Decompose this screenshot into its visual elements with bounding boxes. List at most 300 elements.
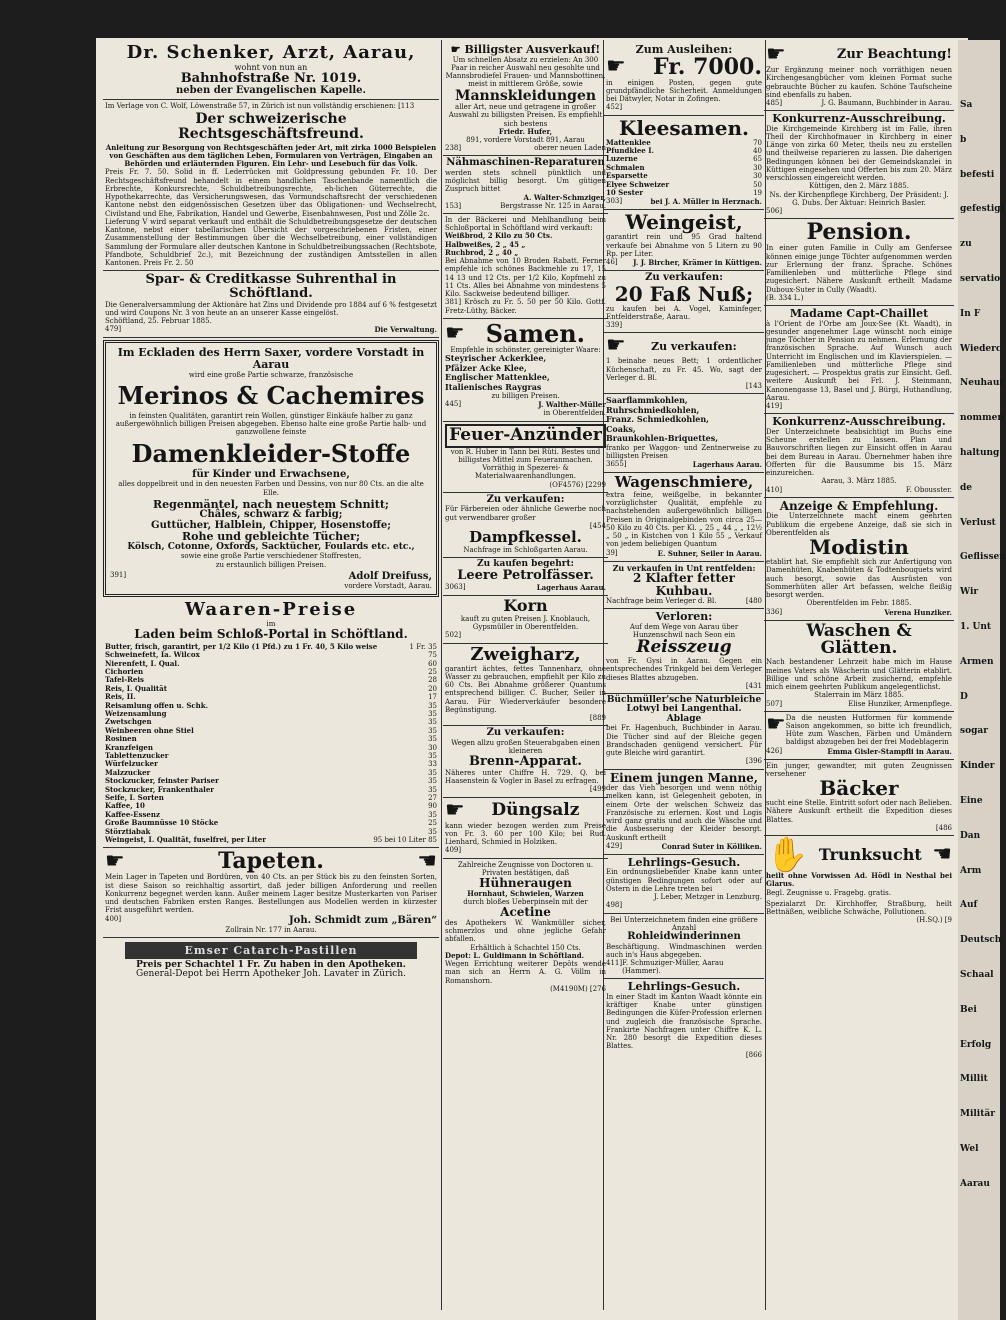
ad-address: vordere Vorstadt, Aarau. — [344, 581, 432, 590]
strip-text: In F — [960, 308, 981, 319]
ad-title: Weingeist, — [625, 210, 743, 235]
ad-bett — [604, 333, 764, 394]
list-item: Braunkohlen-Briquettes, — [606, 433, 719, 444]
ad-signature: Elise Hunziker, Armenpflege. — [848, 699, 952, 708]
ad-title: Madame Capt-Chaillet — [789, 307, 929, 321]
ad-signature: J. G. Baumann, Buchbinder in Aarau. — [821, 99, 952, 107]
ad-text: Wegen allzu großen Steuerabgaben einen kleineren — [451, 738, 600, 756]
ad-title: Verloren: — [655, 610, 713, 624]
ad-signature: F. Schmuziger-Müller, Aarau (Hammer). — [622, 959, 724, 976]
ad-headline: Mannskleidungen — [454, 87, 597, 104]
pointing-hand-icon: ☛ — [606, 333, 626, 359]
ad-text: Der Unterzeichnete beabsichtigt im Buchs eine Scheune erstellen zu lassen. Plan und Bauvorschriften liegen zur Einsicht offen in Aarau bei dem Bureau in Aarau. Übernehmer haben ihre Offerten für die Bausumme bis 15. März einzureichen. — [766, 427, 952, 478]
ad-text: für Kinder und Erwachsene, — [192, 468, 350, 480]
ad-text: zu erstaunlich billigen Preisen. — [215, 560, 327, 569]
ad-headline: Dampfkessel. — [469, 528, 582, 547]
strip-text: Wiederc — [960, 343, 1002, 354]
ad-text: Guttücher, Halblein, Chipper, Hosenstoffe; — [151, 519, 391, 531]
ad-number: 3063] — [445, 583, 466, 592]
list-item: Steyrischer Ackerklee, — [445, 353, 547, 364]
ad-number: [480 — [745, 597, 762, 606]
ad-title: Waaren-Preise — [184, 599, 358, 621]
strip-text: Neuhauf — [960, 378, 1004, 389]
strip-text: Arm — [960, 865, 982, 876]
price-row — [105, 660, 437, 668]
ad-naehmaschinen — [443, 156, 608, 214]
strip-text: Militär — [960, 1109, 995, 1120]
ad-petrolfaesser — [443, 558, 608, 596]
item-name: Seife, I. Sorten — [105, 792, 164, 802]
ad-signature: F. Obousster. — [905, 485, 952, 494]
ad-number: 391] — [110, 570, 127, 579]
ad-text: Bei Abnahme von 10 Broden Rabatt. Ferner empfehle ich schönes Backmehle zu 17, 15 14 13 und 12 Cts. per 1/2 Kilo, Kopfmehl zu 11 Cts. Alles bei Abnahme von mindestens 5 Kilo. Sackweise bedeutend billiger. — [445, 257, 606, 299]
ad-signature: J. Walther-Müller — [538, 400, 606, 410]
ad-title: Zu kaufen begehrt: — [477, 559, 574, 570]
ad-signature: bei J. A. Müller in Herznach. — [650, 197, 762, 207]
ad-weingeist — [604, 210, 764, 271]
strip-text: Sa — [960, 100, 973, 110]
ad-junger-mann — [604, 770, 764, 855]
ad-title: Samen. — [485, 318, 586, 348]
list-item: Pfälzer Acke Klee, — [445, 362, 527, 373]
item-price: 30 — [428, 743, 437, 752]
item-price: 95 bei 10 Liter 85 — [373, 835, 437, 844]
ad-text: werden stets schnell pünktlich und möglichst billig besorgt. Um gütigen Zuspruch bittet — [445, 168, 606, 194]
ad-huehneraugen — [443, 859, 608, 996]
ad-waschen — [764, 621, 954, 712]
ad-text: Depot: L. Guldimann in Schöftland. — [445, 950, 585, 960]
item-name: Weizensamlung — [105, 709, 167, 719]
ad-title: Lehrlings-Gesuch. — [627, 980, 741, 994]
item-price: 70 — [753, 138, 762, 147]
column-3 — [604, 42, 764, 1062]
ad-title: Konkurrenz-Ausschreibung. — [772, 415, 946, 429]
price-row — [105, 819, 437, 827]
ad-signature: Joh. Schmidt zum „Bären“ — [288, 914, 437, 926]
ad-text: Preis per Schachtel 1 Fr. Zu haben in den Apotheken. — [136, 959, 406, 970]
item-price: 40 — [753, 147, 762, 156]
pointing-hand-icon: ☛ — [445, 320, 465, 346]
ad-title: Zweigharz, — [470, 643, 581, 665]
ad-text: alles doppelbreit und in den neuesten Farben und Dessins, von nur 80 Cts. an die alte Elle. — [118, 480, 424, 497]
item-price: 17 — [428, 693, 437, 702]
ad-brenn-apparat — [443, 726, 608, 797]
ad-title: Spar- & Creditkasse Suhrenthal in Schöftland. — [145, 272, 397, 302]
ad-address: in Oberentfelden. — [543, 409, 606, 418]
pointing-hand-icon: ☛ — [606, 54, 626, 80]
ad-address: Bahnhofstraße Nr. 1019. — [180, 70, 362, 86]
ad-text: Zur Ergänzung meiner noch vorräthigen neuen Kirchengesangbücher vom kleinen Format suche gebrauchte Bücher zu kaufen. Schöne Taufscheine sind ebenfalls zu haben. — [766, 66, 952, 99]
ad-place: Oberentfelden im Febr. 1885. — [806, 599, 912, 608]
price-list — [606, 139, 762, 198]
ad-title: Trunksucht — [818, 844, 922, 864]
ad-hutformen — [764, 712, 954, 760]
ad-text: sucht eine Stelle. Eintritt sofort oder nach Belieben. Nähere Auskunft ertheilt die Expedition dieses Blattes. — [766, 799, 952, 824]
ad-title: Emser Catarch-Pastillen — [125, 942, 417, 959]
item-price: 35 — [428, 768, 437, 777]
ad-merinos — [103, 340, 439, 597]
ad-address: oberer neuen Laden — [534, 144, 606, 153]
ad-headline: 2 Klafter fetter Kuhbau. — [633, 570, 735, 598]
ad-dampfkessel — [443, 493, 608, 558]
ad-konkurrenz-2 — [764, 414, 954, 497]
pointing-hand-icon: ☛ — [445, 797, 465, 823]
strip-text: gefestigt — [960, 204, 1005, 215]
price-row — [105, 710, 437, 718]
ad-subtitle: Ablage — [666, 713, 702, 724]
ad-title: Rohleidwinderinnen — [627, 931, 741, 943]
ad-text: wohnt von nun an — [234, 62, 308, 72]
ad-title: Dr. Schenker, Arzt, Aarau, — [126, 42, 416, 63]
ad-text: Um schnellen Absatz zu erzielen: An 300 Paar in reicher Auswahl neu gesohlte und Mannsbrodiefel Frauen- und Mannsbottinen, meist in mittlerem Größe, sowie — [445, 55, 606, 89]
ad-text: garantirt rein und 95 Grad haltend verkaufe bei Abnahme von 5 Litern zu 90 Rp. per Liter. — [606, 233, 762, 258]
ad-text: franko per Waggon- und Zentnerweise zu billigsten Preisen — [606, 443, 762, 460]
ad-rechtsfreund — [103, 100, 439, 271]
item-price: 65 — [753, 155, 762, 164]
item-name: Störztiabak — [105, 826, 151, 836]
ad-text: etablirt hat. Sie empfiehlt sich zur Anfertigung von Damenhüten, Knabenhüten & Todtenbouquets wird auch besorgt, sowie das Ausrüsten von Sommerhüten aller Art befassen, welche fleißig besorgt werden. — [766, 558, 952, 600]
ad-title: Billigster Ausverkauf! — [464, 43, 601, 56]
ad-text: Beschäftigung. Windmaschinen werden auch in's Haus abgegeben. — [606, 942, 762, 959]
ad-text: Spezialarzt Dr. Kirchhoffer, Straßburg, heilt Bettnäßen, weibliche Schwäche, Pollutionen. — [766, 899, 952, 917]
list-item: Coaks, — [606, 423, 636, 434]
item-price: 25 — [428, 819, 437, 828]
ad-korn — [443, 596, 608, 644]
item-name: Zwetschgen — [105, 717, 152, 727]
item-name: Weinbeeren ohne Stiel — [105, 725, 194, 735]
ad-text: Die Kirchgemeinde Kirchberg ist im Falle, ihren Theil der Kirchhofmauer in Kirchberg in einer Länge von zirka 60 Meter, theils neu zu erstellen und theilweise reparieren zu lassen. Die daherigen Bedingungen können bei der Gemeindskanzlei in Küttigen eingesehen und Offerten bis zum 20. März verschlossen eingereicht werden. — [766, 124, 952, 183]
ad-title: Korn — [503, 596, 548, 616]
list-item: Halbweißes, 2 „ 45 „ — [445, 239, 526, 249]
ad-ausleihen — [604, 42, 764, 116]
ad-number: [486 — [935, 823, 952, 832]
item-name: Tablettenzucker — [105, 751, 169, 760]
ad-place: Stalerrain im März 1885. — [814, 691, 904, 700]
ad-number: 339] — [606, 321, 623, 330]
ad-place: Aarau, 3. März 1885. — [821, 477, 897, 486]
ad-number: 303] — [606, 197, 623, 206]
ad-text: garantirt ächtes, fettes Tannenharz, ohne Wasser zu gebrauchen, empfiehlt per Kilo zu 60 Cts. Bei Abnahme größerer Quantums entsprechend billiger. C. Bucher, Seiler in Aarau. Für Wiederverkäufer besondere Begünstigung. — [445, 664, 606, 714]
item-name: Kranzfeigen — [105, 742, 153, 752]
ad-kleesamen — [604, 116, 764, 211]
ad-text: Empfehle in schönster, gereinigter Waare: — [450, 346, 601, 355]
ad-text: Ein junger, gewandter, mit guten Zeugnissen versehener — [766, 761, 952, 778]
ad-headline: Reisszeug — [636, 637, 732, 658]
item-name: Kaffee-Essenz — [105, 809, 160, 819]
ad-signature: Verena Hunziker. — [884, 607, 952, 617]
strip-text: zu — [960, 239, 972, 250]
ad-number: 409] — [445, 846, 462, 855]
strip-text: 1. Unt — [960, 621, 992, 632]
item-name: Esparsette — [606, 171, 648, 181]
ad-text: von Fr. Gysi in Aarau. Gegen ein entsprechendes Trinkgeld bei dem Verleger dieses Blattes abzugeben. — [606, 657, 762, 682]
price-row — [105, 685, 437, 693]
item-price: 60 — [428, 659, 437, 668]
ad-number: 429] — [606, 841, 623, 850]
ad-text: Regenmäntel, nach neuestem Schnitt; — [153, 497, 389, 511]
ad-number: 336] — [766, 607, 783, 616]
ad-text: Nachfrage beim Verleger d. Bl. — [606, 597, 717, 606]
ad-text: Die Unterzeichnete macht einem geehrten Publikum die ergebene Anzeige, daß sie sich in Oberentfelden als — [766, 512, 952, 537]
ad-number: [143 — [745, 382, 762, 391]
ad-kohlen — [604, 394, 764, 473]
ad-rohleidwinderinnen — [604, 914, 764, 980]
ad-verloren — [604, 609, 764, 694]
ad-title: Merinos & Cachemires — [117, 380, 425, 410]
pointing-hand-icon: ☛ — [766, 42, 786, 67]
strip-text: Auf — [960, 900, 978, 911]
ad-number: 479] — [105, 325, 122, 334]
ad-price: Erhältlich à Schachtel 150 Cts. — [470, 943, 581, 952]
ad-number: (M4190M) [276 — [550, 984, 606, 993]
strip-text: Schaal — [960, 969, 994, 980]
item-price: 30 — [753, 163, 762, 172]
ad-pension — [764, 219, 954, 306]
ad-title: Bäcker — [819, 776, 899, 801]
ad-beachtung — [764, 42, 954, 111]
ad-number: 153] — [445, 201, 462, 210]
ad-title: Einem jungen Manne, — [610, 770, 758, 785]
list-item: Italienisches Raygras — [445, 381, 542, 392]
ad-title: Zu verkaufen: — [645, 272, 723, 284]
column-rule — [441, 40, 442, 1310]
ad-title: Nähmaschinen-Reparaturen — [446, 157, 605, 169]
ad-signature: Ns. der Kirchenpflege Kirchberg, Der Präsident: J. G. Dubs. Der Aktuar: Heinrich Basler. — [769, 190, 949, 207]
ad-title: Damenkleider-Stoffe — [131, 438, 411, 468]
ad-kuhbau — [604, 562, 764, 610]
ad-naturbleiche — [604, 694, 764, 770]
item-name: Kaffee, 10 — [105, 801, 145, 811]
price-row — [105, 760, 437, 768]
ad-title: Wagenschmiere, — [614, 473, 754, 492]
ad-address: Bergstrasse Nr. 125 in Aarau. — [500, 201, 606, 210]
ad-text: General-Depot bei Herrn Apotheker Joh. Lavater in Zürich. — [136, 969, 406, 980]
ad-text: in feinsten Qualitäten, garantirt rein Wollen, günstiger Einkäufe halber zu ganz außergewöhnlich billigen Preisen abgegeben. Ebenso halte eine große Partie halb- und ganzwollene feinste — [115, 411, 427, 437]
strip-text: Erfolg — [960, 1039, 992, 1050]
ad-text: Nach bestandener Lehrzeit habe mich im Hause meines Vaters als Wäscherin und Glätterin etablirt. Billige und schöne Arbeit zusichernd, empfehle mich einem geehrten Publikum angelegentlichst. — [766, 658, 952, 692]
ad-headline: Leere Petrolfässer. — [457, 568, 594, 584]
ad-title: Zum Ausleihen: — [635, 43, 733, 56]
item-price: 35 — [428, 752, 437, 760]
ad-text: sowie eine große Partie verschiedener Stoffresten, — [180, 552, 362, 561]
strip-text: Millit — [960, 1074, 988, 1085]
ad-title: Lehrlings-Gesuch. — [627, 855, 741, 869]
ad-number: 452] — [606, 103, 623, 112]
ad-text: Preis Fr. 7. 50. Solid in ff. Lederrücken mit Goldpressung gebunden Fr. 10. Der Rechtsgeschäftsfreund behandelt in einem handlichen Taschenbande namentlich die Erbrechte, Konkursrechte, Schuldbetreibungsrechte, eh-lichen Güterrechte, die Hypothekarrechte, das Versicherungswesen, das Vormundschaftsrecht der verschiedenen Kantone nebst den eidgenössischen Gesetzen über das Obligationen- und Wechselrecht, Civilstand und Ehe, Fabrikation, Handel und Gewerbe, Eisenbahnwesen, Post und Zölle 2c. — [105, 168, 437, 218]
ad-text: 1 beinahe neues Bett; 1 ordentlicher Küchenschaft, zu Fr. 45. Wo, sagt der Verleger d. Bl. — [606, 357, 762, 382]
ad-number: 238] — [445, 144, 462, 153]
ad-text: Auf dem Wege von Aarau über Hunzenschwil nach Seon ein — [629, 622, 739, 639]
ad-headline: Fr. 7000. — [652, 53, 762, 80]
ad-sparkasse — [103, 271, 439, 338]
ad-wagenschmiere — [604, 473, 764, 562]
ad-headline: Acetine — [500, 905, 551, 920]
ad-tapeten — [103, 848, 439, 938]
strip-text: Verlust — [960, 517, 996, 528]
ad-signature: Die Verwaltung. — [374, 325, 437, 335]
item-name: Stockzucker, Frankenthaler — [105, 784, 214, 794]
ad-address: 891, vordere Vorstadt 891, Aarau — [466, 136, 585, 145]
ad-modistin — [764, 498, 954, 621]
ad-text: wird eine große Partie schwarze, französische — [188, 370, 354, 379]
ad-text: Da die neusten Hutformen für kommende Saison angekommen, so bitte ich freundlich, Hüte zum Waschen, Färben und Umändern baldigst abzugeben bei der frei Modeblagerin — [785, 713, 952, 747]
strip-text: Aarau — [960, 1178, 990, 1189]
ad-text: In einer guten Familie in Cully am Genfersee können einige junge Töchter aufgenommen werden zur Erlernung der franz. Sprache. Schönes Familienleben und mütterliche Pflege sind zugesichert. Nähere Auskunft ertheilt Madame Duboux-Suter in Cully (Waadt). — [766, 244, 952, 294]
ad-title: Düngsalz — [491, 799, 580, 820]
ad-intro: Im Eckladen des Herrn Saxer, vordere Vorstadt in Aarau — [117, 346, 425, 371]
item-name: Cichorien — [105, 667, 144, 677]
ad-number: [113 — [398, 102, 415, 111]
strip-text: nommen — [960, 413, 1004, 424]
strip-text: Geflissen — [960, 552, 1006, 563]
item-price: 19 — [753, 188, 762, 197]
ad-ausverkauf — [443, 42, 608, 156]
ad-title: Kleesamen. — [618, 115, 750, 140]
ad-nuss — [604, 271, 764, 333]
list-item: Weißbrod, 2 Kilo zu 50 Cts. — [445, 231, 553, 241]
item-name: Malzzucker — [105, 767, 151, 777]
ad-number: [431 — [745, 681, 762, 690]
ad-text: Zahlreiche Zeugnisse von Doctoren u. Privaten bestätigen, daß — [457, 860, 594, 877]
item-name: Butter, frisch, garantirt, per 1/2 Kilo (1 Pfd.) zu 1 Fr. 40, 5 Kilo weise — [105, 641, 378, 651]
ad-capt-chaillet — [764, 306, 954, 414]
price-row — [606, 189, 762, 197]
list-item: Ruchbrod, 2 „ 40 „ — [445, 247, 519, 257]
ad-number: 445] — [445, 400, 462, 409]
strip-text: Wir — [960, 587, 979, 598]
ad-headline: Brenn-Apparat. — [469, 754, 582, 770]
ad-baecker — [764, 760, 954, 837]
ad-title: Pension. — [806, 219, 912, 246]
list-item: Englischer Mattenklee, — [445, 372, 550, 383]
item-price: 75 — [428, 651, 437, 660]
pointing-hand-icon: ☛ — [450, 43, 461, 56]
ad-number: 411] — [606, 959, 623, 968]
ad-schenker — [103, 42, 439, 100]
ad-title: Konkurrenz-Ausschreibung. — [772, 112, 946, 125]
ad-number: [396 — [745, 757, 762, 766]
list-item: Saarflammkohlen, — [606, 395, 688, 406]
strip-text: sogar — [960, 726, 988, 737]
pointing-hand-icon: ☚ — [417, 848, 437, 874]
column-2 — [443, 42, 608, 996]
ad-signature: Emma Gisler-Stampfli in Aarau. — [827, 746, 952, 756]
item-name: 10 Sester — [606, 187, 644, 197]
ad-text: der das Vieh besorgen und wenn nöthig melken kann, ist Gelegenheit geboten, in einem Orte der welschen Schweiz das Französische zu erlernen. Kost und Logis wird ganz gratis und auch die Wäsche und die Ausbesserung der Kleider besorgt. Auskunft ertheilt — [606, 784, 762, 842]
ad-text: Rohe und gebleichte Tücher; — [181, 530, 361, 544]
item-name: Stockzucker, feinster Pariser — [105, 776, 219, 786]
ad-address: Zollrain Nr. 177 in Aarau. — [225, 925, 317, 934]
item-price: 35 — [428, 718, 437, 727]
ad-number: [889 — [589, 714, 606, 723]
item-price: 50 — [753, 180, 762, 189]
list-item: Ruhrschmiedkohlen, — [606, 404, 700, 415]
ad-text: zu kaufen bei A. Vogel, Kaminfeger, Entfelderstraße, Aarau. — [606, 304, 762, 321]
ad-text: Lieferung V wird separat verkauft und enthält die Schuldbetreibungsgesetze der deutschen Kantone, nebst einer tabellarischen Übersicht der vorgeschriebenen Fristen, einer Zusammenstellung der Bestimmungen über die Wechselbetreibung, einer vollständigen Sammlung der Formulare aller deutschen Kantone in Schuldbetreibungssachen (Rechtsbote, Pfandbote, Schuldbrief 2c.), mit Bezeichnung der zuständigen Amtsstellen in allen Kantonen. Preis Fr. 2. 50 — [105, 217, 437, 268]
ad-text: Ein ordnungsliebender Knabe kann unter günstigen Bedingungen sofort oder auf Ostern in die Lehre treten bei — [606, 868, 762, 893]
ad-text: kauft zu guten Preisen J. Knoblauch, Gypsmüller in Oberentfelden. — [460, 614, 591, 632]
ad-number: 419] — [766, 402, 783, 411]
item-price: 35 — [428, 827, 437, 836]
ad-signature: Lagerhaus Aarau. — [692, 460, 762, 470]
column-1 — [103, 42, 439, 983]
strip-text: Armen — [960, 656, 994, 667]
price-row — [105, 727, 437, 735]
ad-text: aller Art, neue und getragene in großer Auswahl zu billigsten Preisen. Es empfiehlt sich bestens — [448, 103, 603, 128]
ad-lehrling-2 — [604, 979, 764, 1062]
ad-title: Hühneraugen — [479, 876, 572, 891]
adjacent-page-strip — [958, 40, 1006, 1320]
strip-text: befesti — [960, 169, 995, 180]
strip-text: D — [960, 691, 968, 702]
ad-number: 426] — [766, 746, 783, 755]
ad-title: Zur Beachtung! — [836, 47, 952, 63]
ad-signature: Conrad Suter in Kölliken. — [661, 841, 762, 851]
ad-baeckerei — [443, 214, 608, 319]
item-price: 30 — [753, 172, 762, 181]
pointing-hand-icon: ☚ — [932, 842, 952, 868]
ad-text: heilt ohne Vorwissen Ad. Hödl in Nesthal bei Glarus. — [766, 871, 952, 889]
ad-number: 410] — [766, 485, 783, 494]
ad-number: [499 — [589, 785, 606, 794]
ad-title: Zu verkaufen: — [486, 727, 565, 739]
ad-text: des Apothekers W. Wankmüller sicher, schmerzlos und ohne jegliche Gefahr abfallen. — [445, 918, 606, 944]
strip-text: de — [960, 482, 973, 493]
item-price: 1 Fr. 35 — [409, 642, 437, 651]
ad-place: Küttigen, den 2. März 1885. — [809, 182, 909, 191]
item-price: 35 — [428, 726, 437, 735]
item-price: 35 — [428, 785, 437, 794]
strip-text: Kinder — [960, 761, 995, 772]
item-name: Luzerne — [606, 154, 638, 164]
ad-konkurrenz-1 — [764, 111, 954, 219]
ad-text: Bei Unterzeichnetem finden eine größere Anzahl — [610, 915, 758, 932]
ad-text: Nachfrage im Schloßgarten Aarau. — [463, 545, 588, 554]
ad-title: Der schweizerische Rechtsgeschäftsfreund. — [178, 111, 364, 142]
ad-text: zu billigen Preisen. — [491, 392, 560, 401]
ad-signature: Krösch zu Fr. 5. 50 per 50 Kilo. Gottf. Fretz-Lüthy, Bäcker. — [445, 298, 606, 315]
ad-trunksucht — [764, 836, 954, 928]
ad-text: Châles, schwarz & farbig; — [199, 509, 343, 521]
strip-text: Bei — [960, 1004, 977, 1015]
price-list — [105, 643, 437, 844]
price-row — [105, 668, 437, 676]
ad-text: im — [266, 620, 276, 629]
ad-zweigharz — [443, 644, 608, 727]
ad-signature: A. Walter-Schmziger, — [523, 192, 606, 202]
ad-title: Büchmüller'sche Naturbleiche Lotwyl bei Langenthal. — [606, 695, 762, 715]
ad-text: In einer Stadt im Kanton Waadt könnte ein kräftiger Knabe unter günstigen Bedingungen die Küfer-Profession erlernen und zugleich die französische Sprache. Frankirte Nachfragen unter Chiffre K. L. Nr. 280 besorgt die Expedition dieses Blattes. — [606, 992, 762, 1051]
ad-number: [454 — [589, 521, 606, 530]
strip-text: Deutsch — [960, 935, 1002, 946]
item-price: 35 — [428, 701, 437, 710]
ad-duengsalz — [443, 798, 608, 859]
item-name: Würfelzucker — [105, 759, 158, 769]
ad-number: [866 — [745, 1050, 762, 1059]
ad-feuer — [443, 422, 608, 493]
ad-title: Tapeten. — [218, 848, 324, 875]
ad-text: von R. Huber in Tann bei Rüti. Bestes und billigstes Mittel zum Feueranmachen. Vorräthig in Spezerei- & Materialwaarenhandlungen. — [450, 447, 601, 481]
ad-samen — [443, 319, 608, 422]
ad-number: 507] — [766, 699, 783, 708]
item-name: Pfundklee I. — [606, 146, 654, 156]
item-price: 35 — [428, 710, 437, 719]
item-price: 35 — [428, 777, 437, 786]
ad-text: Näheres unter Chiffre H. 729. Q. bei Haasenstein & Vogler in Basel zu erfragen. — [445, 768, 606, 786]
ad-number: 502] — [445, 631, 462, 640]
ad-number: (H.SQ.) [9 — [916, 916, 952, 925]
ad-text: Im Verlage von C. Wolf, Löwenstraße 57, in Zürich ist nun vollständig erschienen: — [105, 102, 396, 111]
